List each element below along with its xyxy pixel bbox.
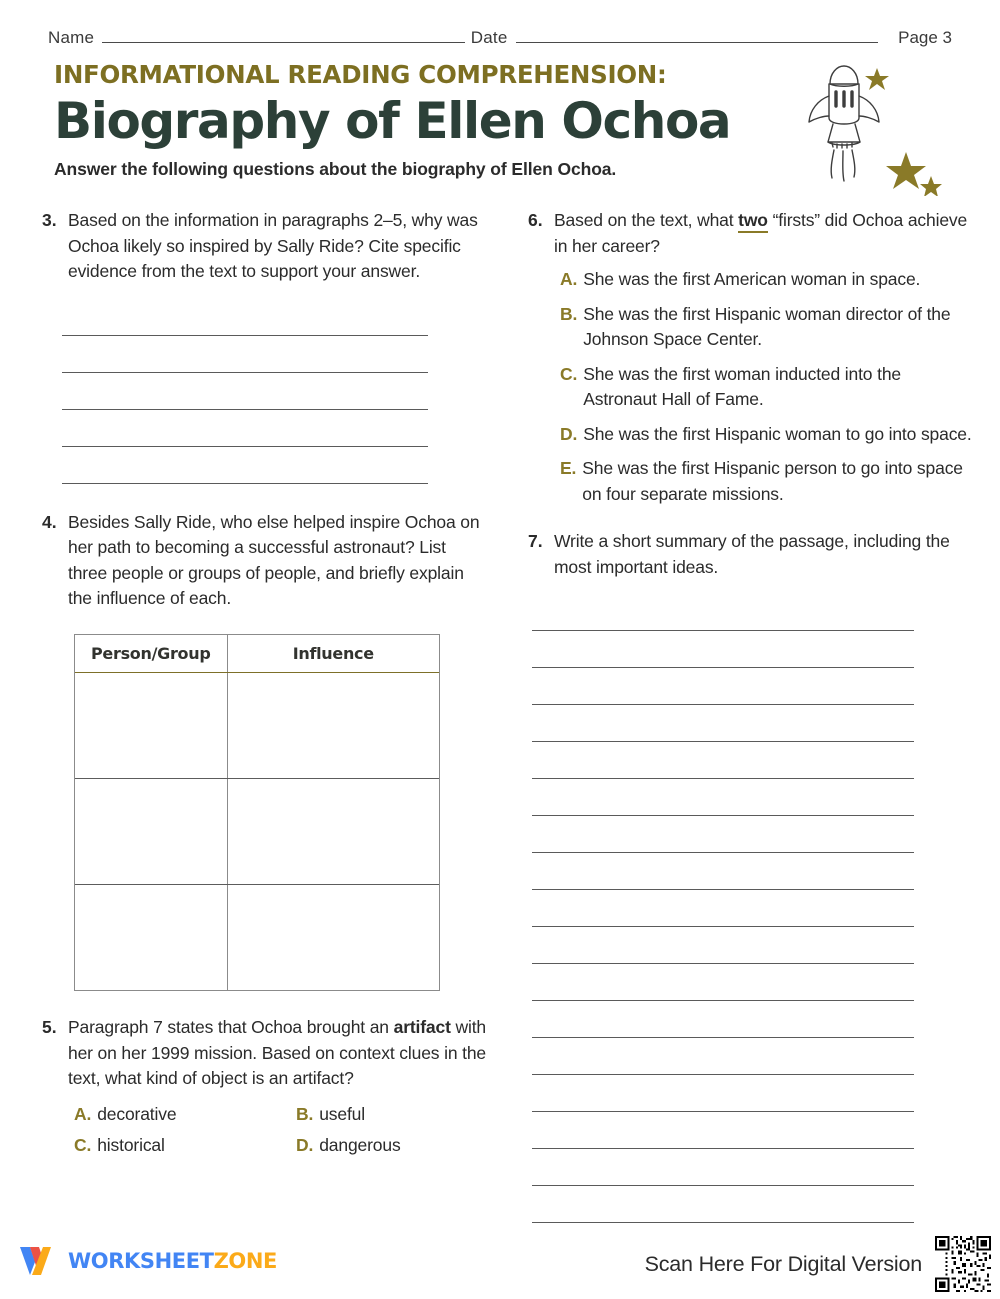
page-title: Biography of Ellen Ochoa — [54, 91, 731, 150]
answer-line[interactable] — [532, 705, 914, 742]
page-footer — [0, 1232, 1000, 1294]
choice-b-letter: B. — [560, 303, 578, 324]
question-6-text-part2: “firsts” did Ochoa achieve in her career? — [554, 210, 968, 256]
question-7-number: 7. — [528, 531, 543, 551]
choice-a-letter: A. — [560, 269, 578, 289]
question-6-number: 6. — [528, 210, 543, 230]
qr-code[interactable] — [931, 1234, 995, 1294]
choice-c-text: historical — [97, 1135, 165, 1155]
choice-b[interactable] — [296, 1102, 488, 1128]
choice-a-text: She was the first American woman in space. — [583, 269, 921, 289]
choice-a[interactable] — [560, 267, 974, 293]
question-4 — [36, 510, 488, 612]
answer-line[interactable] — [532, 631, 914, 668]
cell-influence[interactable] — [227, 778, 439, 884]
logo-text — [68, 1249, 277, 1273]
question-5-text-part2: with her on her 1999 mission. Based on context clues in the text, what kind of object is an artifact? — [68, 1017, 486, 1088]
title-block — [54, 62, 814, 180]
answer-line[interactable] — [532, 668, 914, 705]
answer-line[interactable] — [62, 373, 428, 410]
question-7-text: Write a short summary of the passage, including the most important ideas. — [554, 531, 950, 577]
name-label: Name — [48, 28, 95, 47]
question-6 — [522, 208, 974, 259]
question-3-answer-area[interactable] — [62, 299, 428, 484]
question-6-text-part1: Based on the text, what — [554, 210, 739, 230]
answer-line[interactable] — [62, 447, 428, 484]
date-label: Date — [470, 28, 508, 47]
rocket-illustration — [806, 56, 956, 196]
table-header-row — [75, 635, 439, 673]
question-4-text: Besides Sally Ride, who else helped inspire Ochoa on her path to becoming a successful astronaut? List three people or groups of people, and briefly explain the influence of each. — [68, 511, 480, 608]
answer-line[interactable] — [532, 1186, 914, 1223]
column-header-person-group: Person/Group — [75, 635, 227, 673]
table-row[interactable] — [75, 672, 439, 778]
person-influence-table — [74, 634, 440, 992]
answer-line[interactable] — [532, 927, 914, 964]
star-icon — [865, 68, 889, 90]
question-6-choices — [560, 267, 974, 507]
question-4-number: 4. — [42, 511, 57, 532]
table-row[interactable] — [75, 884, 439, 990]
left-column — [36, 208, 488, 1159]
table-row[interactable] — [75, 778, 439, 884]
cell-person-group[interactable] — [75, 884, 227, 990]
choice-d[interactable] — [296, 1133, 488, 1159]
choice-d-text: She was the first Hispanic woman to go into space. — [583, 423, 972, 444]
answer-line[interactable] — [532, 1038, 914, 1075]
choice-e-text: She was the first Hispanic person to go into space on four separate missions. — [582, 458, 963, 504]
choice-a-text: decorative — [97, 1103, 177, 1124]
name-write-line[interactable] — [102, 42, 465, 43]
choice-e-letter: E. — [560, 458, 577, 478]
answer-line[interactable] — [532, 594, 914, 631]
question-7-answer-area[interactable] — [532, 594, 914, 1223]
choice-c-letter: C. — [560, 363, 578, 384]
answer-line[interactable] — [532, 1112, 914, 1149]
worksheet-instructions: Answer the following questions about the biography of Ellen Ochoa. — [54, 158, 617, 179]
answer-line[interactable] — [532, 853, 914, 890]
question-5 — [36, 1015, 488, 1092]
date-write-line[interactable] — [516, 42, 879, 43]
answer-line[interactable] — [532, 1001, 914, 1038]
star-icon — [886, 152, 926, 189]
choice-c[interactable] — [560, 362, 974, 413]
question-5-number: 5. — [42, 1017, 57, 1037]
answer-line[interactable] — [532, 816, 914, 853]
question-6-text — [554, 208, 974, 259]
answer-line[interactable] — [532, 890, 914, 927]
choice-c-text: She was the first woman inducted into the Astronaut Hall of Fame. — [583, 363, 901, 409]
choice-c-letter: C. — [74, 1135, 92, 1155]
right-column — [522, 208, 974, 1223]
answer-line[interactable] — [532, 1075, 914, 1112]
choice-e[interactable] — [560, 456, 974, 507]
choice-b-letter: B. — [296, 1103, 314, 1124]
worksheetzone-logo[interactable] — [18, 1244, 277, 1278]
question-3-text: Based on the information in paragraphs 2–5, why was Ochoa likely so inspired by Sally Ride? Cite specific evidence from the text to support your answer. — [68, 210, 478, 281]
cell-influence[interactable] — [227, 672, 439, 778]
choice-d-letter: D. — [296, 1135, 314, 1155]
choice-d[interactable] — [560, 422, 974, 448]
question-7 — [522, 529, 974, 580]
answer-line[interactable] — [532, 1149, 914, 1186]
choice-a-letter: A. — [74, 1103, 92, 1124]
page-number: Page 3 — [898, 28, 953, 47]
column-header-influence: Influence — [227, 635, 439, 673]
answer-line[interactable] — [62, 336, 428, 373]
question-5-choices — [74, 1102, 488, 1159]
choice-b-text: She was the first Hispanic woman director of the Johnson Space Center. — [583, 303, 951, 349]
question-5-bold-term: artifact — [393, 1017, 451, 1037]
choice-b[interactable] — [560, 302, 974, 353]
answer-line[interactable] — [62, 299, 428, 336]
cell-person-group[interactable] — [75, 778, 227, 884]
question-5-text — [68, 1015, 488, 1092]
cell-influence[interactable] — [227, 884, 439, 990]
choice-a[interactable] — [74, 1102, 296, 1128]
answer-line[interactable] — [532, 964, 914, 1001]
choice-b-text: useful — [319, 1103, 366, 1124]
choice-d-letter: D. — [560, 423, 578, 444]
question-3 — [36, 208, 488, 285]
answer-line[interactable] — [532, 742, 914, 779]
answer-line[interactable] — [62, 410, 428, 447]
logo-text-primary: WORKSHEET — [68, 1249, 214, 1273]
answer-line[interactable] — [532, 779, 914, 816]
scan-instruction: Scan Here For Digital Version — [644, 1252, 922, 1276]
question-3-number: 3. — [42, 210, 57, 230]
star-icon — [920, 176, 942, 196]
question-6-underlined-term: two — [738, 210, 768, 233]
logo-w-icon — [18, 1244, 60, 1278]
choice-d-text: dangerous — [319, 1135, 401, 1155]
question-5-text-part1: Paragraph 7 states that Ochoa brought an — [68, 1017, 394, 1037]
worksheet-kicker: INFORMATIONAL READING COMPREHENSION: — [54, 60, 667, 89]
worksheet-header — [48, 28, 952, 48]
choice-c[interactable] — [74, 1133, 296, 1159]
logo-text-secondary: ZONE — [213, 1249, 277, 1273]
cell-person-group[interactable] — [75, 672, 227, 778]
